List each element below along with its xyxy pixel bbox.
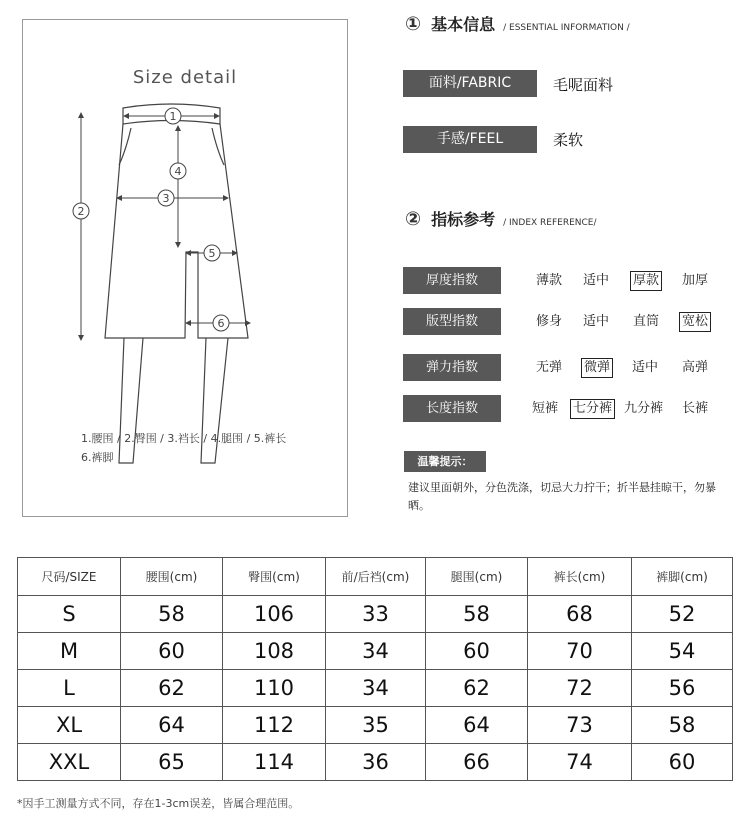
cell-waist: 62 — [121, 670, 223, 707]
feel-value: 柔软 — [553, 131, 584, 149]
cell-waist: 60 — [121, 633, 223, 670]
cell-thigh: 64 — [426, 707, 528, 744]
cell-hip: 110 — [223, 670, 326, 707]
section-title: 基本信息 — [431, 15, 496, 34]
care-tips-text: 建议里面朝外，分色洗涤，切忌大力拧干；折半悬挂晾干，勿暴晒。 — [408, 481, 716, 512]
option: 加厚 — [682, 273, 709, 288]
cell-hem: 58 — [632, 707, 733, 744]
size-detail-title: Size detail — [132, 67, 238, 88]
cell-rise: 34 — [326, 633, 426, 670]
feel-label: 手感/FEEL — [403, 126, 537, 153]
marker-6: 6 — [217, 317, 225, 330]
cell-hem: 60 — [632, 744, 733, 781]
length-index-label: 长度指数 — [403, 395, 501, 422]
option: 高弹 — [682, 360, 709, 375]
cell-thigh: 62 — [426, 670, 528, 707]
header-rise: 前/后裆(cm) — [326, 558, 426, 596]
header-thigh: 腿围(cm) — [426, 558, 528, 596]
marker-3: 3 — [162, 192, 170, 205]
section-title: 指标参考 — [431, 210, 496, 229]
option-selected: 七分裤 — [570, 399, 615, 419]
cell-size: XXL — [18, 744, 121, 781]
marker-5: 5 — [208, 247, 216, 260]
cell-length: 73 — [528, 707, 632, 744]
cell-hip: 114 — [223, 744, 326, 781]
cell-rise: 33 — [326, 596, 426, 633]
measurement-legend-line2: 6.裤脚 — [81, 451, 114, 464]
marker-1: 1 — [169, 110, 177, 123]
cell-size: S — [18, 596, 121, 633]
marker-4: 4 — [174, 165, 182, 178]
size-diagram-panel — [22, 19, 348, 517]
option: 适中 — [583, 273, 610, 288]
size-chart-table — [17, 557, 733, 781]
right-pocket — [212, 128, 224, 165]
cell-hem: 56 — [632, 670, 733, 707]
cell-hip: 112 — [223, 707, 326, 744]
option: 适中 — [583, 314, 610, 329]
header-hem: 裤脚(cm) — [632, 558, 733, 596]
header-hip: 臀围(cm) — [223, 558, 326, 596]
cell-length: 72 — [528, 670, 632, 707]
marker-2: 2 — [77, 205, 85, 218]
table-row — [18, 744, 733, 781]
option-selected: 微弹 — [581, 358, 613, 378]
cell-hem: 54 — [632, 633, 733, 670]
cell-hem: 52 — [632, 596, 733, 633]
table-row — [18, 633, 733, 670]
option-selected: 厚款 — [630, 271, 662, 291]
table-row — [18, 596, 733, 633]
cell-hip: 106 — [223, 596, 326, 633]
cell-thigh: 60 — [426, 633, 528, 670]
care-tips-label: 温馨提示： — [404, 451, 486, 472]
cell-length: 68 — [528, 596, 632, 633]
cell-hip: 108 — [223, 633, 326, 670]
cell-waist: 64 — [121, 707, 223, 744]
section-subtitle: / INDEX REFERENCE/ — [503, 218, 597, 228]
cell-length: 74 — [528, 744, 632, 781]
cell-waist: 65 — [121, 744, 223, 781]
cell-thigh: 66 — [426, 744, 528, 781]
option-selected: 宽松 — [679, 312, 711, 332]
thickness-index-label: 厚度指数 — [403, 267, 501, 294]
cell-length: 70 — [528, 633, 632, 670]
table-row — [18, 707, 733, 744]
option: 适中 — [632, 360, 659, 375]
cell-thigh: 58 — [426, 596, 528, 633]
cell-size: M — [18, 633, 121, 670]
option: 短裤 — [532, 401, 559, 416]
section-number: ② — [405, 208, 422, 230]
header-waist: 腰围(cm) — [121, 558, 223, 596]
option: 长裤 — [682, 401, 709, 416]
table-row — [18, 670, 733, 707]
measurement-legend-line1: 1.腰围 / 2.臀围 / 3.裆长 / 4.腿围 / 5.裤长 — [81, 432, 287, 445]
cell-rise: 35 — [326, 707, 426, 744]
index-reference-header — [405, 207, 597, 230]
fabric-value: 毛呢面料 — [553, 76, 614, 94]
section-subtitle: / ESSENTIAL INFORMATION / — [503, 23, 630, 33]
stretch-index-label: 弹力指数 — [403, 354, 501, 381]
cell-size: XL — [18, 707, 121, 744]
cell-size: L — [18, 670, 121, 707]
table-header-row — [18, 558, 733, 596]
option: 无弹 — [536, 360, 563, 375]
culotte-outline — [105, 124, 248, 338]
option: 九分裤 — [624, 401, 664, 416]
cell-rise: 36 — [326, 744, 426, 781]
option: 薄款 — [536, 273, 563, 288]
fit-index-label: 版型指数 — [403, 308, 501, 335]
essential-info-header — [405, 12, 630, 35]
option: 修身 — [536, 314, 563, 329]
section-number: ① — [405, 13, 422, 35]
option: 直筒 — [633, 314, 660, 329]
cell-rise: 34 — [326, 670, 426, 707]
header-size: 尺码/SIZE — [18, 558, 121, 596]
fabric-label: 面料/FABRIC — [403, 70, 537, 97]
measurement-note: *因手工测量方式不同，存在1-3cm误差，皆属合理范围。 — [17, 797, 300, 810]
cell-waist: 58 — [121, 596, 223, 633]
header-length: 裤长(cm) — [528, 558, 632, 596]
